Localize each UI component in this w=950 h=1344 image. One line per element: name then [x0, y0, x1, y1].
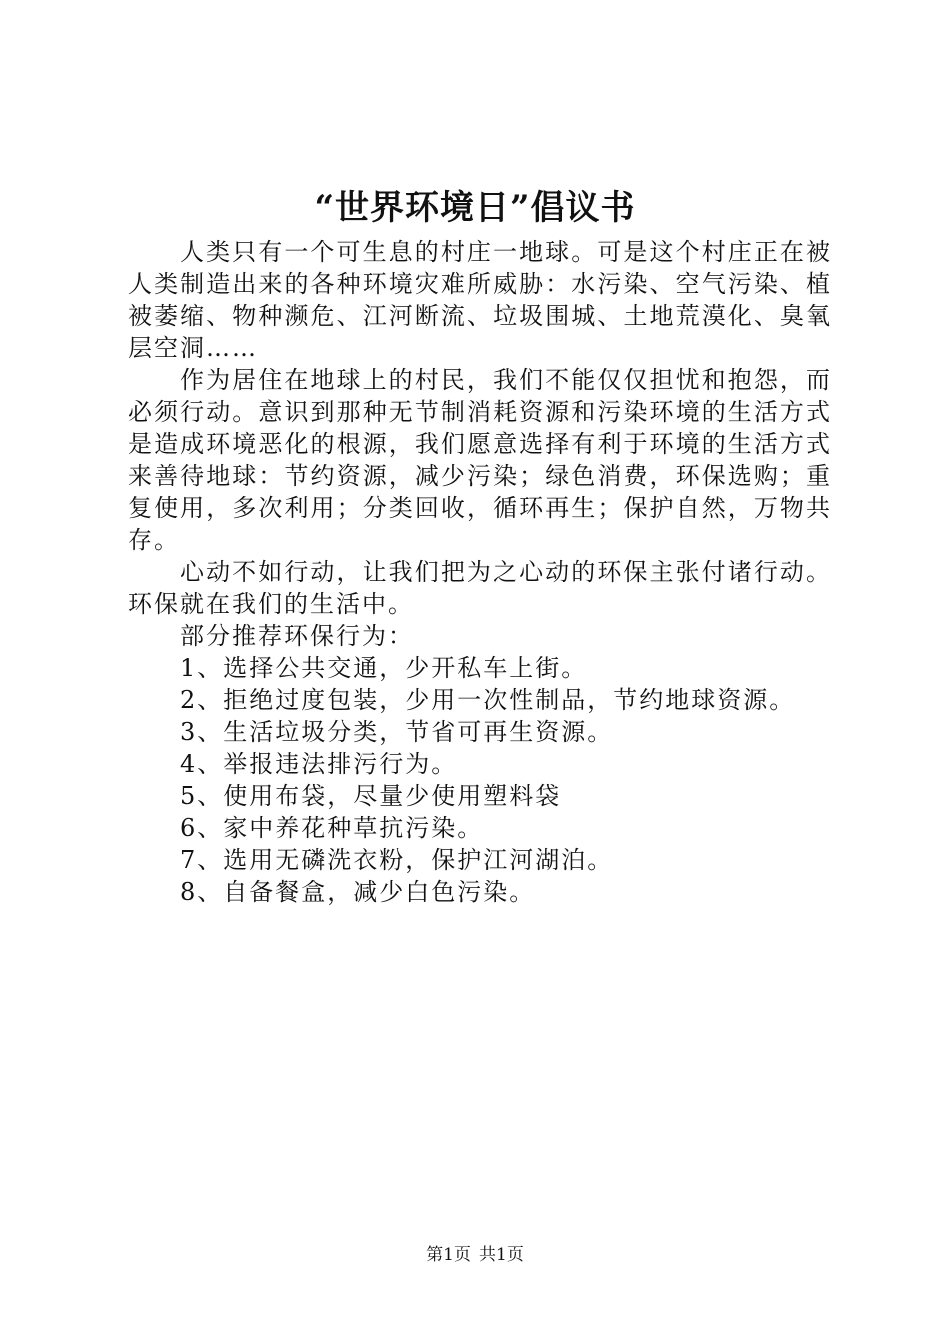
paragraph-call: 心动不如行动，让我们把为之心动的环保主张付诸行动。环保就在我们的生活中。 [128, 558, 832, 618]
paragraph-action: 作为居住在地球上的村民，我们不能仅仅担忧和抱怨，而必须行动。意识到那种无节制消耗资源和污染环境的生活方式是造成环境恶化的根源，我们愿意选择有利于环境的生活方式来善待地球：节约资源，减少污染；绿色消费，环保选购；重复使用，多次利用；分类回收，循环再生；保护自然，万物共存。 [128, 366, 832, 554]
list-item: 8、自备餐盒，减少白色污染。 [180, 878, 536, 906]
document-title: “世界环境日”倡议书 [314, 188, 636, 228]
page-number-current: 第1页 [426, 1245, 471, 1265]
page-number-total: 共1页 [479, 1245, 524, 1265]
list-item: 1、选择公共交通，少开私车上街。 [180, 654, 588, 682]
list-item: 4、举报违法排污行为。 [180, 750, 458, 778]
list-item: 3、生活垃圾分类，节省可再生资源。 [180, 718, 614, 746]
list-heading: 部分推荐环保行为： [180, 622, 414, 650]
list-item: 2、拒绝过度包装，少用一次性制品，节约地球资源。 [180, 686, 796, 714]
recommendation-list [128, 652, 832, 908]
paragraph-intro: 人类只有一个可生息的村庄一地球。可是这个村庄正在被人类制造出来的各种环境灾难所威胁：水污染、空气污染、植被萎缩、物种濒危、江河断流、垃圾围城、土地荒漠化、臭氧层空洞…… [128, 238, 832, 362]
list-item: 7、选用无磷洗衣粉，保护江河湖泊。 [180, 846, 614, 874]
list-item: 6、家中养花种草抗污染。 [180, 814, 484, 842]
page-footer [0, 1244, 950, 1266]
list-item: 5、使用布袋，尽量少使用塑料袋 [180, 782, 562, 810]
document-body [128, 236, 832, 908]
